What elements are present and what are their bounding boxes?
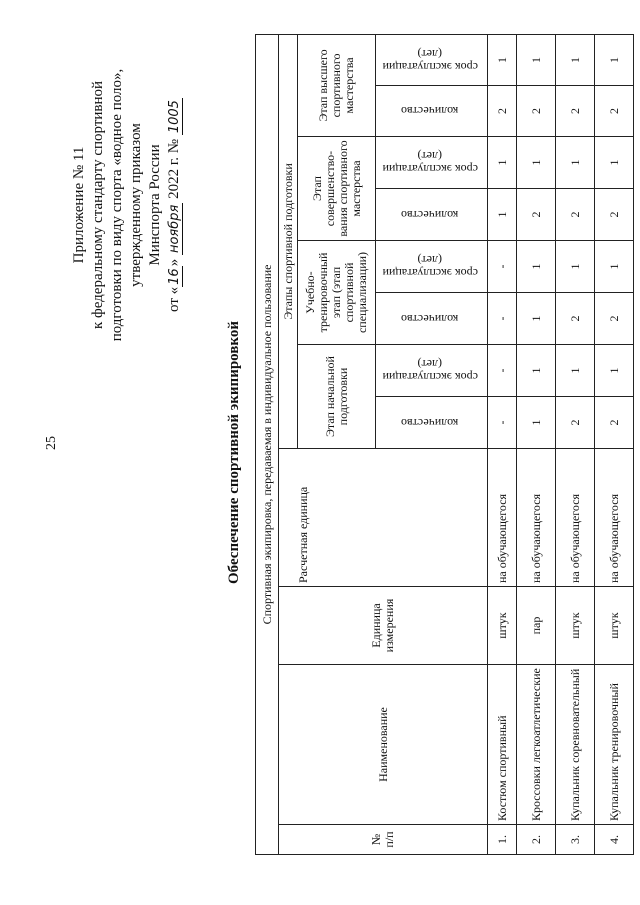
row-number: 3. (556, 825, 595, 855)
row-value: 1 (488, 137, 517, 189)
date-prefix: от « (166, 286, 182, 312)
header-stage-training: Учебно-тренировочный этап (этап спортивной специализации) (298, 241, 376, 345)
row-value: 2 (488, 86, 517, 137)
row-value: 2 (556, 189, 595, 241)
row-value: - (488, 397, 517, 449)
row-name: Кроссовки легкоатлетические (517, 665, 556, 825)
row-value: 2 (517, 86, 556, 137)
appendix-line: Приложение № 11 (71, 146, 87, 264)
header-qty-text: количество (401, 104, 459, 119)
header-qty (376, 189, 488, 241)
header-stage-improvement: Этап совершенство-вания спортивного мастерства (298, 137, 376, 241)
row-value: 1 (556, 241, 595, 293)
document-title: Обеспечение спортивной экипировкой (226, 321, 242, 585)
header-unit: Единица измерения (279, 587, 488, 665)
row-value: 1 (595, 137, 634, 189)
appendix-line: подготовки по виду спорта «водное поло», (109, 68, 125, 342)
row-name: Костюм спортивный (488, 665, 517, 825)
header-qty-text: количество (401, 312, 459, 326)
row-value: 1 (517, 137, 556, 189)
header-name: Наименование (279, 665, 488, 825)
appendix-date-line (165, 5, 184, 405)
appendix-line: к федеральному стандарту спортивной (90, 80, 106, 330)
row-number: 2. (517, 825, 556, 855)
header-stages: Этапы спортивной подготовки (279, 34, 298, 448)
header-term (376, 137, 488, 189)
date-day: 16 (167, 268, 182, 285)
row-value: 1 (517, 34, 556, 85)
row-value: 1 (595, 34, 634, 85)
row-value: 2 (595, 86, 634, 137)
appendix-line: Минспорта России (147, 144, 163, 266)
row-calc-unit: на обучающегося (595, 449, 634, 587)
header-qty (376, 86, 488, 137)
header-qty-text: количество (401, 416, 459, 430)
appendix-line: утвержденному приказом (128, 123, 144, 287)
header-qty (376, 397, 488, 449)
date-month: ноября (167, 204, 182, 254)
row-value: 1 (517, 293, 556, 345)
header-term-text: срок эксплуатации (лет) (382, 46, 478, 74)
row-value: 2 (595, 397, 634, 449)
header-term-text: срок эксплуатации (лет) (382, 253, 478, 281)
row-value: - (488, 293, 517, 345)
table-row (488, 34, 517, 854)
header-term (376, 241, 488, 293)
row-value: 1 (517, 345, 556, 397)
header-qty (376, 293, 488, 345)
date-mid: » (166, 258, 182, 267)
equipment-table (255, 34, 634, 855)
header-calc-unit: Расчетная единица (279, 449, 488, 587)
row-value: 1 (595, 345, 634, 397)
row-unit: штук (488, 587, 517, 665)
row-unit: пар (517, 587, 556, 665)
row-value: 2 (556, 86, 595, 137)
header-term (376, 345, 488, 397)
header-qty-text: количество (401, 208, 459, 222)
table-row (556, 34, 595, 854)
row-value: 1 (517, 397, 556, 449)
row-name: Купальник тренировочный (595, 665, 634, 825)
row-value: 2 (517, 189, 556, 241)
row-number: 1. (488, 825, 517, 855)
header-term-text: срок эксплуатации (лет) (382, 149, 478, 177)
appendix-block (70, 5, 184, 405)
order-number: 1005 (167, 100, 182, 134)
date-suffix: 2022 г. № (166, 138, 182, 199)
row-value: 2 (556, 397, 595, 449)
table-banner: Спортивная экипировка, передаваемая в индивидуальное пользование (256, 34, 279, 854)
table-row (595, 34, 634, 854)
page-number: 25 (44, 436, 59, 450)
header-term-text: срок эксплуатации (лет) (382, 357, 478, 385)
row-value: 1 (488, 189, 517, 241)
row-unit: штук (595, 587, 634, 665)
row-number: 4. (595, 825, 634, 855)
row-calc-unit: на обучающегося (488, 449, 517, 587)
row-value: 1 (556, 137, 595, 189)
header-term (376, 34, 488, 85)
row-value: 1 (488, 34, 517, 85)
row-value: 1 (556, 345, 595, 397)
header-stage-initial: Этап начальной подготовки (298, 345, 376, 449)
row-name: Купальник соревновательный (556, 665, 595, 825)
row-value: 2 (595, 293, 634, 345)
row-value: - (488, 241, 517, 293)
row-value: 1 (556, 34, 595, 85)
header-stage-higher: Этап высшего спортивного мастерства (298, 34, 376, 136)
row-calc-unit: на обучающегося (517, 449, 556, 587)
row-value: 2 (556, 293, 595, 345)
row-value: - (488, 345, 517, 397)
header-number: № п/п (279, 825, 488, 855)
row-value: 1 (517, 241, 556, 293)
row-value: 1 (595, 241, 634, 293)
table-row (517, 34, 556, 854)
row-unit: штук (556, 587, 595, 665)
row-calc-unit: на обучающегося (556, 449, 595, 587)
row-value: 2 (595, 189, 634, 241)
